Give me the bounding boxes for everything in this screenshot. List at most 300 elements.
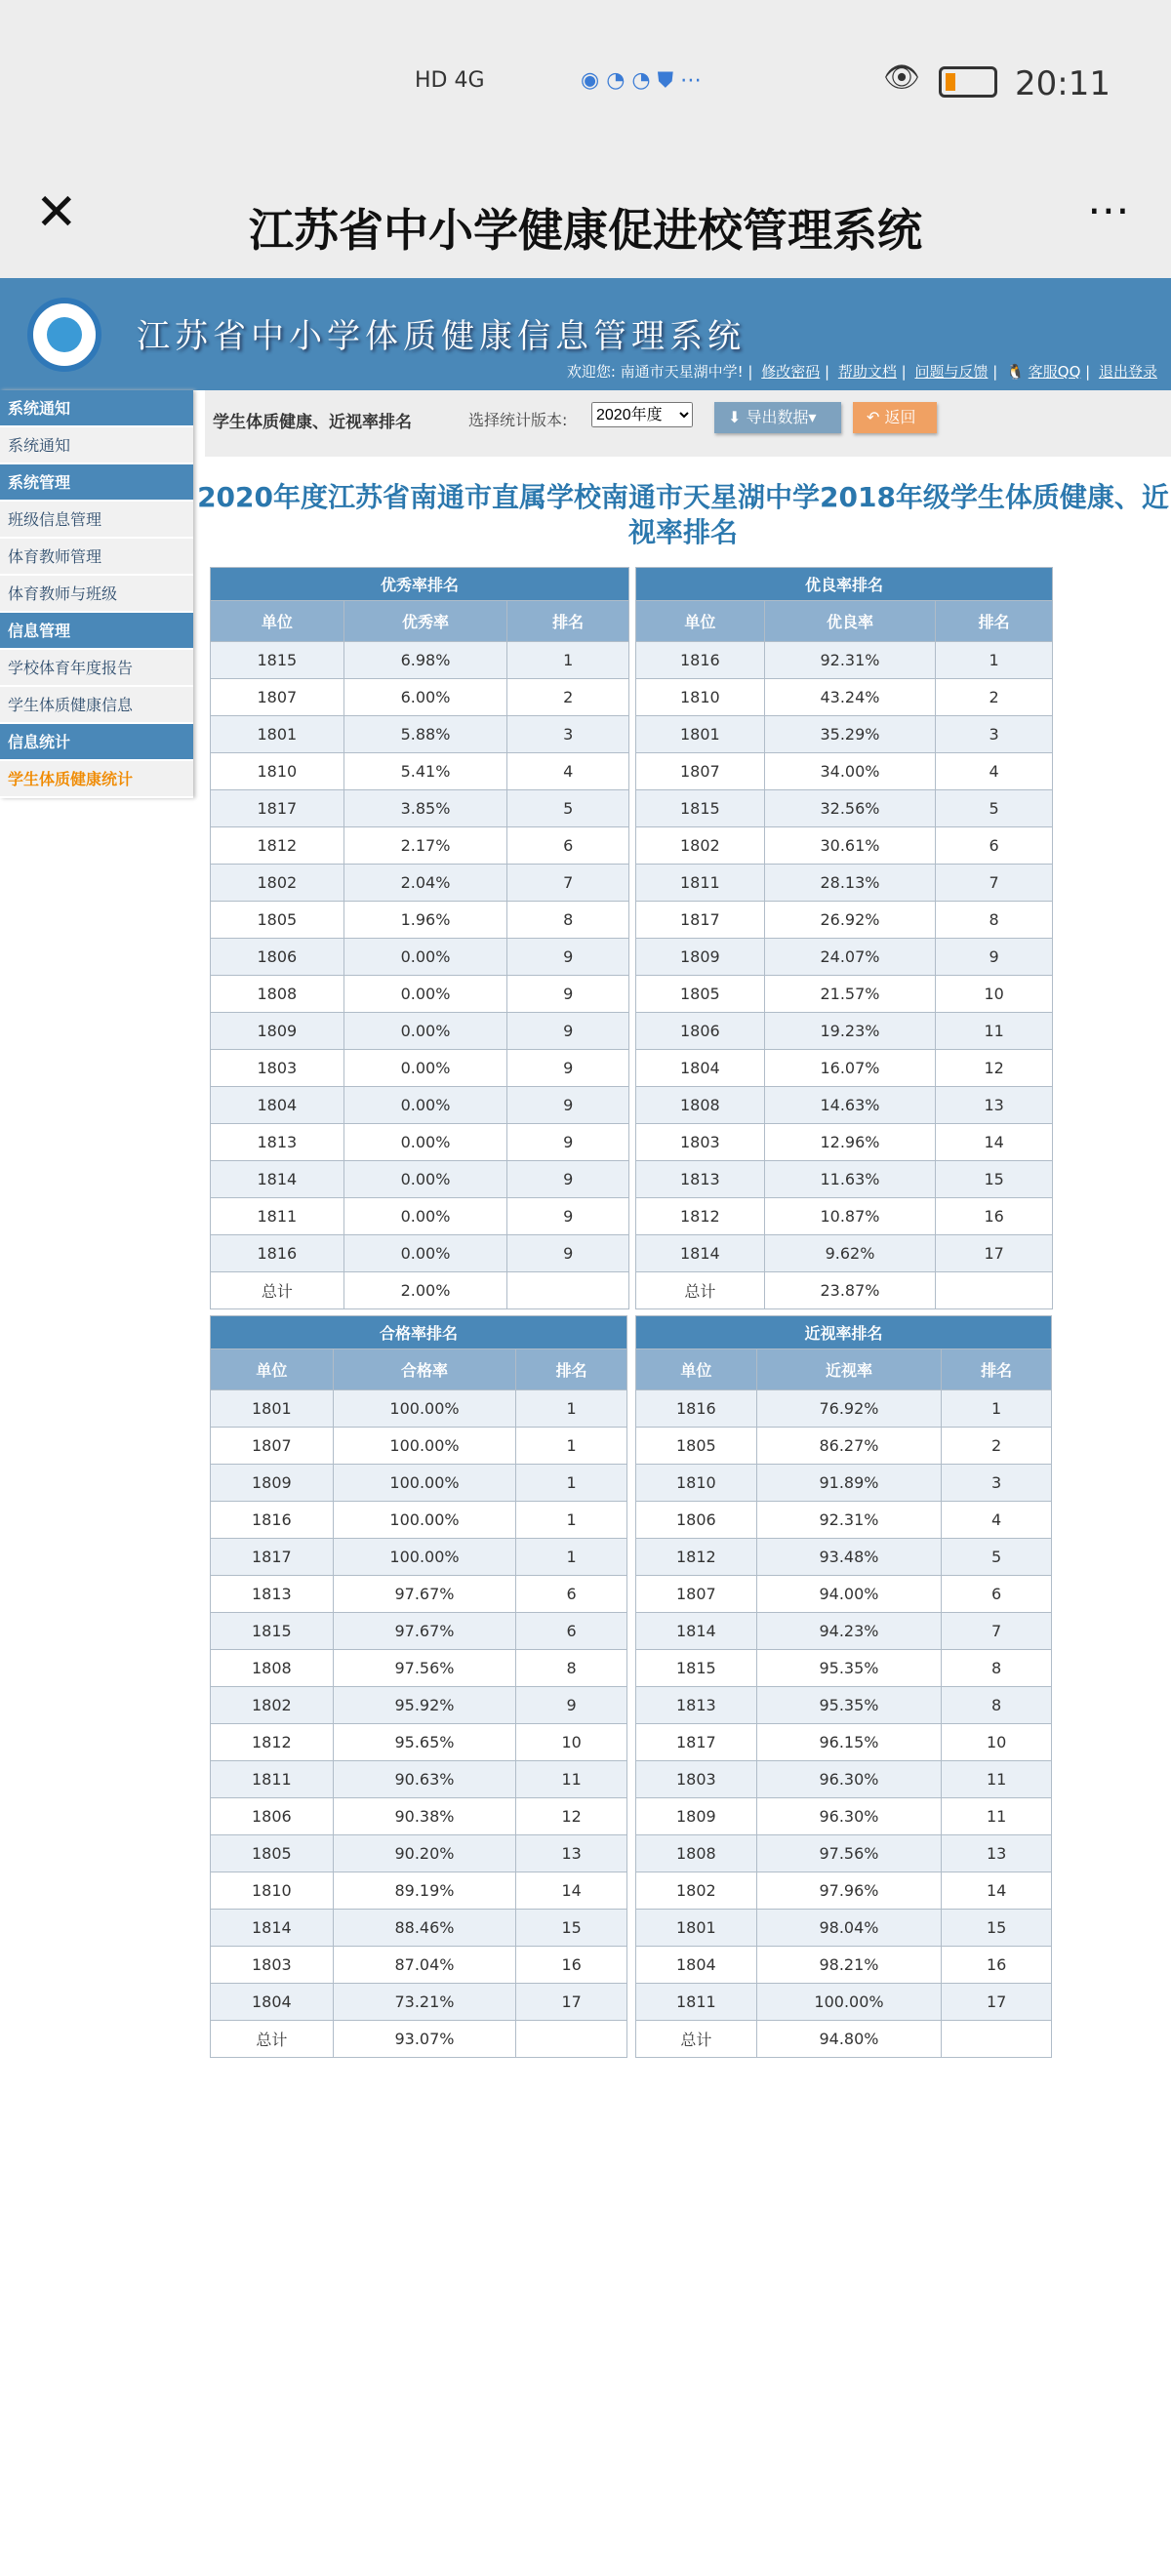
table-cell: 1807 bbox=[211, 1428, 334, 1465]
table-row bbox=[636, 642, 1053, 679]
table-row bbox=[636, 790, 1053, 827]
table-cell: 10 bbox=[942, 1724, 1052, 1761]
table-cell: 97.56% bbox=[756, 1835, 942, 1872]
table-row bbox=[211, 1465, 627, 1502]
table-cell: 1812 bbox=[211, 827, 344, 865]
table-cell: 3 bbox=[507, 716, 629, 753]
table-cell: 1805 bbox=[211, 902, 344, 939]
table-row bbox=[636, 1872, 1052, 1910]
table-cell: 97.67% bbox=[333, 1576, 516, 1613]
battery-icon bbox=[939, 66, 997, 98]
table-cell: 9 bbox=[507, 1124, 629, 1161]
table-row bbox=[636, 1502, 1052, 1539]
table-cell: 1801 bbox=[211, 716, 344, 753]
table-cell: 1804 bbox=[636, 1947, 757, 1984]
table-title: 优良率排名 bbox=[636, 568, 1053, 601]
table-cell: 15 bbox=[516, 1910, 627, 1947]
clock: 20:11 bbox=[1015, 64, 1110, 103]
table-cell: 13 bbox=[516, 1835, 627, 1872]
table-cell: 14 bbox=[942, 1872, 1052, 1910]
total-row bbox=[636, 2021, 1052, 2058]
column-header: 排名 bbox=[936, 601, 1053, 642]
table-row bbox=[636, 1613, 1052, 1650]
table-cell: 9 bbox=[507, 939, 629, 976]
table-cell: 5.41% bbox=[343, 753, 507, 790]
eye-icon: 👁 bbox=[883, 60, 921, 95]
table-cell: 1810 bbox=[211, 1872, 334, 1910]
app-notification-icons: ◉ ◔ ◔ ⛊ ⋯ bbox=[581, 68, 703, 93]
table-row bbox=[211, 1761, 627, 1798]
table-cell: 10.87% bbox=[764, 1198, 936, 1235]
table-cell: 2 bbox=[942, 1428, 1052, 1465]
table-row bbox=[211, 1050, 629, 1087]
table-cell: 1803 bbox=[636, 1761, 757, 1798]
table-cell: 1801 bbox=[211, 1390, 334, 1428]
table-row bbox=[211, 1390, 627, 1428]
table-row bbox=[211, 679, 629, 716]
table-cell: 1805 bbox=[636, 1428, 757, 1465]
logout-link[interactable]: 退出登录 bbox=[1098, 363, 1157, 381]
table-cell: 8 bbox=[942, 1650, 1052, 1687]
sidebar bbox=[0, 390, 193, 798]
sidebar-item[interactable]: 学生体质健康信息 bbox=[0, 687, 193, 724]
table-cell: 1 bbox=[516, 1502, 627, 1539]
table-row bbox=[636, 865, 1053, 902]
table-cell: 6 bbox=[936, 827, 1053, 865]
table-row bbox=[636, 1161, 1053, 1198]
table-row bbox=[211, 1835, 627, 1872]
table-cell: 1815 bbox=[636, 790, 765, 827]
table-row bbox=[211, 1613, 627, 1650]
table-cell: 1816 bbox=[636, 1390, 757, 1428]
table-cell: 6 bbox=[507, 827, 629, 865]
total-row bbox=[211, 2021, 627, 2058]
table-cell: 1808 bbox=[211, 976, 344, 1013]
table-cell: 1813 bbox=[211, 1124, 344, 1161]
table-cell: 9 bbox=[507, 1087, 629, 1124]
table-cell: 19.23% bbox=[764, 1013, 936, 1050]
table-cell: 1813 bbox=[636, 1687, 757, 1724]
table-cell: 1806 bbox=[211, 939, 344, 976]
logo-icon bbox=[27, 298, 101, 372]
table-cell: 23.87% bbox=[764, 1272, 936, 1309]
table-cell: 1811 bbox=[211, 1198, 344, 1235]
export-data-button[interactable]: ⬇ 导出数据▾ bbox=[714, 402, 841, 433]
table-cell: 0.00% bbox=[343, 1161, 507, 1198]
table-cell: 1809 bbox=[636, 939, 765, 976]
table-row bbox=[211, 1539, 627, 1576]
table-cell: 1802 bbox=[211, 865, 344, 902]
welcome-text: 欢迎您: 南通市天星湖中学! bbox=[566, 363, 744, 381]
table-cell: 5 bbox=[942, 1539, 1052, 1576]
table-cell: 1807 bbox=[211, 679, 344, 716]
table-row bbox=[636, 1539, 1052, 1576]
column-header: 优秀率 bbox=[343, 601, 507, 642]
table-cell: 1811 bbox=[636, 1984, 757, 2021]
table-cell: 92.31% bbox=[756, 1502, 942, 1539]
table-cell: 11 bbox=[942, 1798, 1052, 1835]
table-row bbox=[636, 827, 1053, 865]
table-cell: 1802 bbox=[636, 827, 765, 865]
table-row bbox=[636, 1050, 1053, 1087]
table-row bbox=[636, 1198, 1053, 1235]
table-cell: 9 bbox=[507, 1161, 629, 1198]
table-cell: 9 bbox=[516, 1687, 627, 1724]
table-cell: 1812 bbox=[636, 1198, 765, 1235]
table-row bbox=[636, 1798, 1052, 1835]
table-row bbox=[211, 939, 629, 976]
table-row bbox=[211, 1428, 627, 1465]
table-cell: 26.92% bbox=[764, 902, 936, 939]
table-cell: 21.57% bbox=[764, 976, 936, 1013]
table-row bbox=[636, 1910, 1052, 1947]
table-cell: 34.00% bbox=[764, 753, 936, 790]
table-cell: 1802 bbox=[211, 1687, 334, 1724]
table-cell: 16 bbox=[516, 1947, 627, 1984]
table-cell: 1802 bbox=[636, 1872, 757, 1910]
table-row bbox=[211, 1576, 627, 1613]
table-cell: 96.30% bbox=[756, 1761, 942, 1798]
table-row bbox=[636, 1650, 1052, 1687]
table-cell: 93.07% bbox=[333, 2021, 516, 2058]
table-cell: 1 bbox=[516, 1428, 627, 1465]
table-cell: 1805 bbox=[636, 976, 765, 1013]
table-row bbox=[211, 1872, 627, 1910]
table-cell: 17 bbox=[936, 1235, 1053, 1272]
table-cell: 24.07% bbox=[764, 939, 936, 976]
table-cell: 0.00% bbox=[343, 1198, 507, 1235]
feedback-link[interactable]: 问题与反馈 bbox=[914, 363, 989, 381]
table-cell: 98.21% bbox=[756, 1947, 942, 1984]
table-cell: 95.65% bbox=[333, 1724, 516, 1761]
table-row bbox=[211, 642, 629, 679]
table-cell: 9.62% bbox=[764, 1235, 936, 1272]
table-cell: 2 bbox=[507, 679, 629, 716]
table-cell: 30.61% bbox=[764, 827, 936, 865]
table-row bbox=[636, 716, 1053, 753]
table-row bbox=[636, 1984, 1052, 2021]
table-cell: 1804 bbox=[636, 1050, 765, 1087]
sidebar-section-header[interactable]: 信息统计 bbox=[0, 724, 193, 761]
table-cell: 16 bbox=[942, 1947, 1052, 1984]
column-header: 单位 bbox=[211, 601, 344, 642]
version-select-label: 选择统计版本: bbox=[468, 411, 568, 429]
sidebar-item[interactable]: 学生体质健康统计 bbox=[0, 761, 193, 798]
table-cell: 8 bbox=[942, 1687, 1052, 1724]
table-cell: 总计 bbox=[636, 2021, 757, 2058]
table-cell: 97.67% bbox=[333, 1613, 516, 1650]
table-cell: 1809 bbox=[211, 1465, 334, 1502]
table-cell: 1803 bbox=[211, 1050, 344, 1087]
table-cell: 1 bbox=[507, 642, 629, 679]
column-header: 单位 bbox=[211, 1349, 334, 1390]
table-cell: 1806 bbox=[211, 1798, 334, 1835]
table-row bbox=[636, 1687, 1052, 1724]
table-cell: 17 bbox=[516, 1984, 627, 2021]
table-cell: 1810 bbox=[211, 753, 344, 790]
table-cell: 5 bbox=[936, 790, 1053, 827]
table-cell: 90.63% bbox=[333, 1761, 516, 1798]
table-cell: 12.96% bbox=[764, 1124, 936, 1161]
table-cell: 6.98% bbox=[343, 642, 507, 679]
pass-rate-table bbox=[210, 1315, 627, 2058]
table-cell: 15 bbox=[936, 1161, 1053, 1198]
column-header: 优良率 bbox=[764, 601, 936, 642]
total-row bbox=[211, 1272, 629, 1309]
table-cell: 0.00% bbox=[343, 976, 507, 1013]
sidebar-section-header[interactable]: 系统通知 bbox=[0, 390, 193, 427]
table-row bbox=[211, 1013, 629, 1050]
table-cell: 9 bbox=[507, 1235, 629, 1272]
table-cell: 100.00% bbox=[333, 1390, 516, 1428]
table-cell: 11.63% bbox=[764, 1161, 936, 1198]
site-title: 江苏省中小学体质健康信息管理系统 bbox=[137, 317, 746, 356]
table-cell: 15 bbox=[942, 1910, 1052, 1947]
table-cell: 4 bbox=[507, 753, 629, 790]
header-links: 欢迎您: 南通市天星湖中学! | 修改密码 | 帮助文档 | 问题与反馈 | 🐧 客服QQ | 退出登录 bbox=[566, 363, 1157, 381]
close-icon[interactable]: ✕ bbox=[35, 183, 78, 242]
table-cell: 总计 bbox=[211, 2021, 334, 2058]
table-row bbox=[636, 939, 1053, 976]
table-cell: 0.00% bbox=[343, 1235, 507, 1272]
table-cell: 14 bbox=[516, 1872, 627, 1910]
table-row bbox=[636, 1724, 1052, 1761]
myopia-rate-table bbox=[635, 1315, 1052, 2058]
table-row bbox=[636, 1761, 1052, 1798]
table-row bbox=[636, 1124, 1053, 1161]
table-cell: 5.88% bbox=[343, 716, 507, 753]
table-cell: 1806 bbox=[636, 1502, 757, 1539]
table-cell: 1808 bbox=[636, 1835, 757, 1872]
table-row bbox=[211, 1235, 629, 1272]
table-cell: 6 bbox=[516, 1576, 627, 1613]
table-cell: 1810 bbox=[636, 1465, 757, 1502]
table-row bbox=[636, 679, 1053, 716]
page-title: 2020年度江苏省南通市直属学校南通市天星湖中学2018年级学生体质健康、近视率排名 bbox=[197, 481, 1169, 548]
table-cell: 86.27% bbox=[756, 1428, 942, 1465]
table-cell: 92.31% bbox=[764, 642, 936, 679]
table-cell: 98.04% bbox=[756, 1910, 942, 1947]
sidebar-item[interactable]: 系统通知 bbox=[0, 427, 193, 464]
table-cell: 94.80% bbox=[756, 2021, 942, 2058]
table-cell: 1801 bbox=[636, 716, 765, 753]
table-cell: 93.48% bbox=[756, 1539, 942, 1576]
table-cell: 总计 bbox=[636, 1272, 765, 1309]
table-cell: 0.00% bbox=[343, 1124, 507, 1161]
table-cell: 1809 bbox=[211, 1013, 344, 1050]
table-cell: 1.96% bbox=[343, 902, 507, 939]
table-cell: 1 bbox=[516, 1390, 627, 1428]
table-cell: 87.04% bbox=[333, 1947, 516, 1984]
table-cell bbox=[936, 1272, 1053, 1309]
table-row bbox=[636, 1835, 1052, 1872]
table-cell: 6.00% bbox=[343, 679, 507, 716]
table-cell: 1804 bbox=[211, 1087, 344, 1124]
table-row bbox=[636, 902, 1053, 939]
table-row bbox=[211, 1650, 627, 1687]
table-cell: 1807 bbox=[636, 1576, 757, 1613]
table-row bbox=[211, 902, 629, 939]
table-cell: 96.30% bbox=[756, 1798, 942, 1835]
table-cell: 17 bbox=[942, 1984, 1052, 2021]
table-cell: 0.00% bbox=[343, 1050, 507, 1087]
column-header: 单位 bbox=[636, 601, 765, 642]
sidebar-section-header[interactable]: 系统管理 bbox=[0, 464, 193, 502]
more-menu-icon[interactable]: ⋯ bbox=[1087, 185, 1132, 235]
table-cell: 1817 bbox=[636, 902, 765, 939]
table-cell: 1811 bbox=[211, 1761, 334, 1798]
table-cell: 1813 bbox=[211, 1576, 334, 1613]
table-cell: 2 bbox=[936, 679, 1053, 716]
table-row bbox=[211, 1198, 629, 1235]
table-cell: 100.00% bbox=[333, 1502, 516, 1539]
table-cell: 1814 bbox=[211, 1161, 344, 1198]
table-cell: 1806 bbox=[636, 1013, 765, 1050]
change-password-link[interactable]: 修改密码 bbox=[761, 363, 821, 381]
table-cell: 0.00% bbox=[343, 939, 507, 976]
table-cell: 28.13% bbox=[764, 865, 936, 902]
table-cell: 95.35% bbox=[756, 1650, 942, 1687]
table-cell: 16 bbox=[936, 1198, 1053, 1235]
column-header: 排名 bbox=[507, 601, 629, 642]
table-cell: 9 bbox=[507, 976, 629, 1013]
table-cell: 0.00% bbox=[343, 1013, 507, 1050]
sidebar-section-header[interactable]: 信息管理 bbox=[0, 613, 193, 650]
column-header: 排名 bbox=[942, 1349, 1052, 1390]
table-cell: 1816 bbox=[636, 642, 765, 679]
table-cell: 91.89% bbox=[756, 1465, 942, 1502]
table-row bbox=[211, 1161, 629, 1198]
table-cell: 1811 bbox=[636, 865, 765, 902]
table-cell: 1808 bbox=[636, 1087, 765, 1124]
table-cell: 1810 bbox=[636, 679, 765, 716]
table-cell: 10 bbox=[516, 1724, 627, 1761]
column-header: 近视率 bbox=[756, 1349, 942, 1390]
table-cell: 90.20% bbox=[333, 1835, 516, 1872]
table-cell: 1817 bbox=[211, 1539, 334, 1576]
table-cell: 5 bbox=[507, 790, 629, 827]
table-row bbox=[211, 1502, 627, 1539]
table-cell: 94.00% bbox=[756, 1576, 942, 1613]
table-cell: 100.00% bbox=[333, 1465, 516, 1502]
table-row bbox=[211, 1087, 629, 1124]
table-cell: 3 bbox=[942, 1465, 1052, 1502]
site-header bbox=[0, 278, 1171, 390]
table-cell: 88.46% bbox=[333, 1910, 516, 1947]
table-cell: 76.92% bbox=[756, 1390, 942, 1428]
table-row bbox=[211, 1947, 627, 1984]
table-cell: 9 bbox=[507, 1013, 629, 1050]
table-cell bbox=[507, 1272, 629, 1309]
sidebar-item[interactable]: 体育教师与班级 bbox=[0, 576, 193, 613]
table-cell: 1817 bbox=[211, 790, 344, 827]
table-cell: 97.56% bbox=[333, 1650, 516, 1687]
table-cell: 1815 bbox=[211, 642, 344, 679]
qq-support-link[interactable]: 客服QQ bbox=[1028, 363, 1081, 381]
table-cell: 1812 bbox=[636, 1539, 757, 1576]
table-cell: 1814 bbox=[636, 1235, 765, 1272]
table-cell: 1 bbox=[936, 642, 1053, 679]
table-cell: 97.96% bbox=[756, 1872, 942, 1910]
table-cell: 100.00% bbox=[756, 1984, 942, 2021]
table-cell: 8 bbox=[516, 1650, 627, 1687]
table-row bbox=[636, 1576, 1052, 1613]
table-cell: 6 bbox=[942, 1576, 1052, 1613]
table-cell: 4 bbox=[942, 1502, 1052, 1539]
table-cell: 1803 bbox=[636, 1124, 765, 1161]
table-cell: 6 bbox=[516, 1613, 627, 1650]
table-cell: 35.29% bbox=[764, 716, 936, 753]
table-cell: 3.85% bbox=[343, 790, 507, 827]
table-cell bbox=[942, 2021, 1052, 2058]
table-row bbox=[636, 753, 1053, 790]
table-cell: 11 bbox=[516, 1761, 627, 1798]
table-cell: 8 bbox=[507, 902, 629, 939]
table-row bbox=[211, 1798, 627, 1835]
table-cell: 11 bbox=[942, 1761, 1052, 1798]
table-cell: 1808 bbox=[211, 1650, 334, 1687]
good-rate-table bbox=[635, 567, 1053, 1309]
table-cell: 9 bbox=[936, 939, 1053, 976]
table-cell bbox=[516, 2021, 627, 2058]
column-header: 单位 bbox=[636, 1349, 757, 1390]
sidebar-item[interactable]: 学校体育年度报告 bbox=[0, 650, 193, 687]
table-cell: 0.00% bbox=[343, 1087, 507, 1124]
table-cell: 2.17% bbox=[343, 827, 507, 865]
qq-icon: 🐧 bbox=[1006, 363, 1025, 381]
column-header: 排名 bbox=[516, 1349, 627, 1390]
table-cell: 1803 bbox=[211, 1947, 334, 1984]
table-cell: 1809 bbox=[636, 1798, 757, 1835]
app-title-bar bbox=[0, 166, 1171, 278]
table-row bbox=[211, 790, 629, 827]
table-row bbox=[211, 716, 629, 753]
table-row bbox=[636, 1465, 1052, 1502]
table-title: 合格率排名 bbox=[211, 1316, 627, 1349]
table-cell: 1 bbox=[516, 1539, 627, 1576]
table-cell: 1813 bbox=[636, 1161, 765, 1198]
table-row bbox=[211, 827, 629, 865]
table-cell: 16.07% bbox=[764, 1050, 936, 1087]
table-cell: 1817 bbox=[636, 1724, 757, 1761]
table-cell: 1816 bbox=[211, 1502, 334, 1539]
back-button[interactable]: ↶ 返回 bbox=[853, 402, 937, 433]
table-row bbox=[636, 1087, 1053, 1124]
table-cell: 43.24% bbox=[764, 679, 936, 716]
sidebar-item[interactable]: 班级信息管理 bbox=[0, 502, 193, 539]
table-cell: 1816 bbox=[211, 1235, 344, 1272]
table-row bbox=[211, 1984, 627, 2021]
table-row bbox=[211, 753, 629, 790]
help-docs-link[interactable]: 帮助文档 bbox=[837, 363, 897, 381]
table-cell: 32.56% bbox=[764, 790, 936, 827]
table-cell: 4 bbox=[936, 753, 1053, 790]
table-cell: 13 bbox=[942, 1835, 1052, 1872]
table-cell: 9 bbox=[507, 1198, 629, 1235]
table-row bbox=[211, 1910, 627, 1947]
sidebar-item[interactable]: 体育教师管理 bbox=[0, 539, 193, 576]
table-cell: 1815 bbox=[636, 1650, 757, 1687]
version-select[interactable] bbox=[591, 402, 693, 427]
table-cell: 94.23% bbox=[756, 1613, 942, 1650]
table-cell: 95.35% bbox=[756, 1687, 942, 1724]
table-cell: 10 bbox=[936, 976, 1053, 1013]
table-row bbox=[636, 1390, 1052, 1428]
table-cell: 8 bbox=[936, 902, 1053, 939]
table-row bbox=[636, 1428, 1052, 1465]
column-header: 合格率 bbox=[333, 1349, 516, 1390]
table-row bbox=[211, 865, 629, 902]
